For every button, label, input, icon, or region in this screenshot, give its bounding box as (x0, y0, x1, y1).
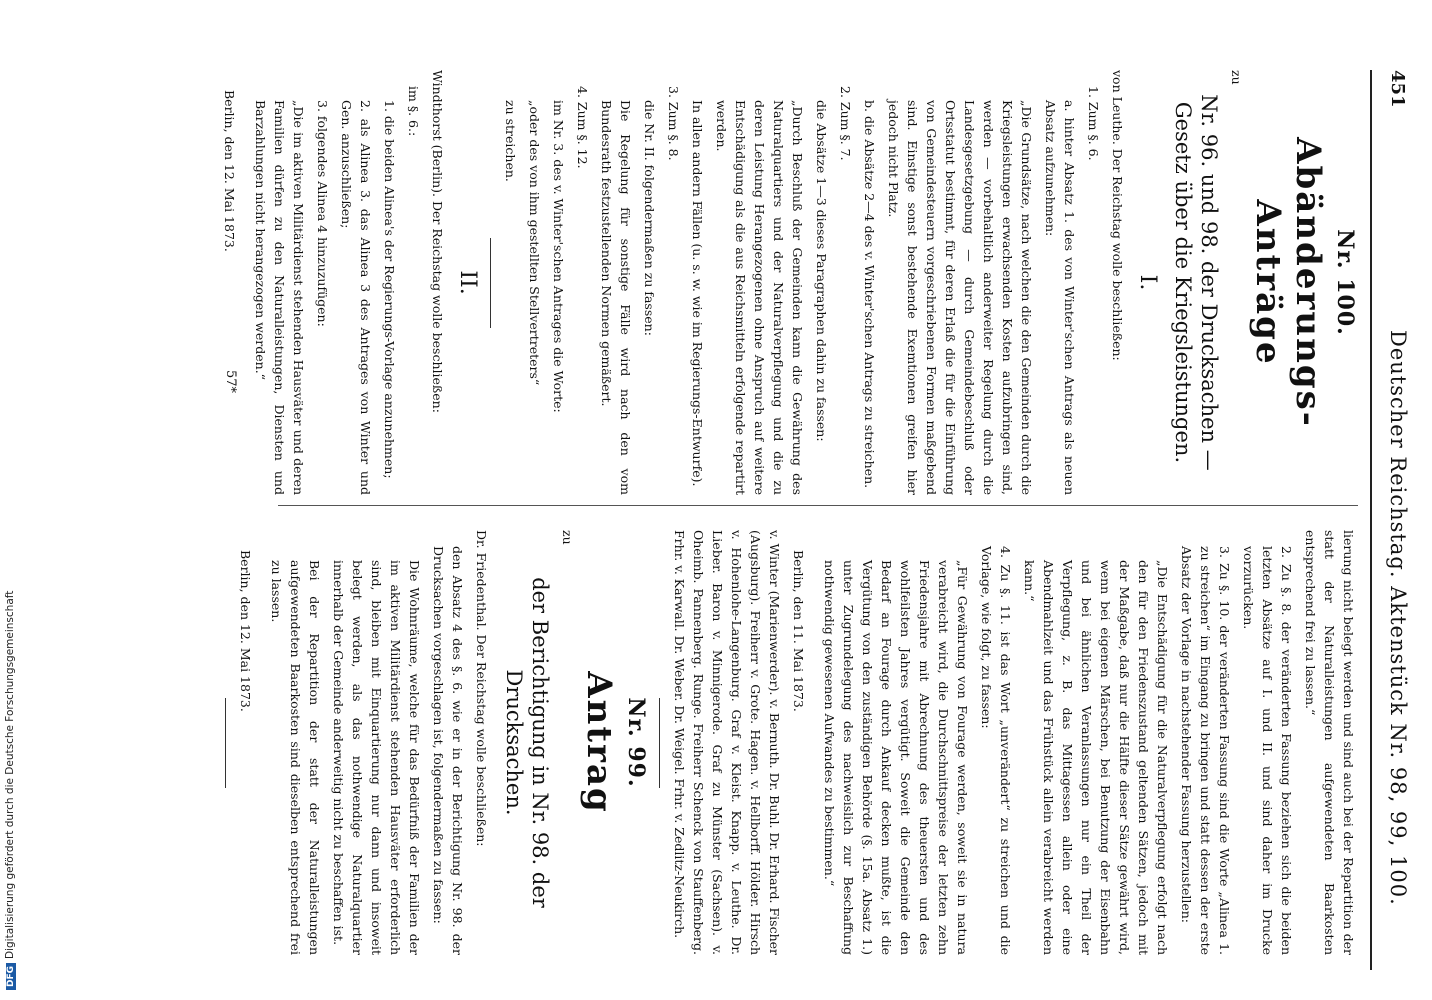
date-line: Berlin, den 11. Mai 1873. (791, 550, 806, 712)
date-line: Berlin, den 12. Mai 1873. (222, 90, 237, 252)
list-item: zu streichen. (503, 100, 518, 182)
list-item: „oder des von ihm gestellten Stellvertreters“ (527, 100, 542, 386)
paragraph: den Absatz 4 des §. 6. wie er in der Berichtigung Nr. 98. der Drucksachen vorgeschlagen ist, folgendermaßen zu fassen: (431, 546, 465, 955)
list-item: „Die im aktiven Militärdienst stehenden Hausväter und deren Familien dürfen zu den Naturalleistungen, Diensten und Barzahlungen nicht herangezogen werden.“ (253, 100, 306, 495)
paragraph: 2. Zu §. 8. der veränderten Fassung beziehen sich die beiden letzten Absätze auf I. und II. und sind daher im Drucke vorzurücken. (1241, 546, 1294, 955)
zu-label: zu (560, 530, 575, 545)
column-divider (278, 505, 1358, 506)
separator-rule (225, 698, 226, 788)
separator-rule (659, 698, 660, 788)
list-item: „Die Grundsätze, nach welchen die den Gemeinden durch die Kriegsleistungen erwachsenden Kosten aufzubringen sind, werden — vorbehaltlich anderweiter Regelung durch die Landesgesetzgebung — durch Gemeindebeschluß oder Ortsstatut bestimmt, für deren Erlaß die für die Einführung von Gemeindesteuern vorgeschriebenen Formen maßgebend sind. Einstige sonst bestehende Exemtionen greifen hier jedoch nicht Platz. (886, 100, 1034, 495)
zu-label: zu (1229, 70, 1244, 85)
paragraph: „Für Gewährung von Fourage werden, soweit sie in natura verabreicht wird, die Durchschnittspreise der letzten zehn Friedensjahre mit Abrechnung des theuersten und des wohlfeilsten Jahres vergütigt. Soweit die Gemeinde den Bedarf an Fourage durch Ankauf decken mußte, ist die Vergütung von den zuständigen Behörde (§. 15a. Absatz 1.) unter Zugrundelegung des nachweislich zur Beschaffung nothwendig gewesenen Aufwandes zu bestimmen.“ (822, 560, 970, 955)
section-title: Abänderungs-Anträge (1248, 137, 1328, 428)
section-number: Nr. 100. (1332, 229, 1358, 336)
list-item: 1. die beiden Alinea's der Regierungs-Vorlage anzunehmen; (382, 100, 397, 479)
list-item: 2. als Alinea 3. das Alinea 3 des Antrages von Winter und Gen. anzuschließen; (339, 100, 373, 495)
paragraph: 3. Zu §. 10. der veränderten Fassung sind die Worte „Alinea 1. zu streichen“ im Eingang zu bringen und statt dessen der erste Absatz der Vorlage in nachstehender Fassung herzustellen: (1179, 546, 1232, 955)
list-item: Die Regelung für sonstige Fälle wird nach den vom Bundesrath festzustellenden Normen gemäßert. (599, 100, 633, 495)
column-nr-100 (215, 70, 1358, 495)
motion-by: von Leuthe. Der Reichstag wolle beschließen: (1110, 70, 1125, 361)
list-item: 2. Zum §. 7. (838, 86, 853, 161)
quote: Die Wohnräume, welche für das Bedürfniß der Familien der im aktiven Militärdienst stehenden Hausväter erforderlich sind, bleiben mit Einquartierung nur dann und insoweit belegt werden, als das nothwendige Naturalquartier innerhalb der Gemeinde anderweitig nicht zu beschaffen ist. (331, 560, 422, 955)
folio-mark: 57* (223, 370, 238, 394)
separator-rule (490, 238, 491, 328)
paragraph: lierung nicht belegt werden und sind auch bei der Repartition der statt der Naturalleistungen aufgewendeten Baarkosten entsprechend frei zu lassen.“ (1303, 530, 1356, 955)
column-nr-99 (215, 530, 1358, 955)
list-item: b. die Absätze 2—4 des v. Winter'schen Antrags zu streichen. (862, 100, 877, 489)
motion-by: Windthorst (Berlin). Der Reichstag wolle beschließen: (430, 70, 445, 413)
paragraph: 4. Zu §. 11. ist das Wort „unverändert“ zu streichen und die Vorlage, wie folgt, zu fassen: (979, 546, 1013, 955)
list-item: 4. Zum §. 12. (575, 86, 590, 169)
paragraph: „Die Entschädigung für die Naturalverpflegung erfolgt nach den für den Friedenszustand geltenden Sätzen, jedoch mit der Maßgabe, daß nur die Hälfte dieser Sätze gewährt wird, wenn bei eigenen Märschen, bei Benutzung der Eisenbahn und bei ähnlichen Veranlassungen nur ein Theil der Verpflegung, z. B. das Mittagessen allein oder eine Abendmahlzeit und das Frühstück allein verabreicht werden kann.“ (1022, 560, 1170, 955)
signatories: v. Winter (Marienwerder). v. Bernuth. Dr. Buhl. Dr. Erhard. Fischer (Augsburg). Freiherr v. Grote. Hagen. v. Hellborff. Hölder. Hirsch v. Hohenlohe-Langenburg. Graf v. Kleist. Knapp. v. Leuthe. Dr. Lieber. Baron v. Minnigerode. Graf zu Münster (Sachsen). v. Oheimb. Pannenberg. Runge. Freiherr Schenck von Stauffenberg. Frhr. v. Karwall. Dr. Weber. Dr. Weigel. Frhr. v. Zedlitz-Neukirch. (672, 530, 782, 956)
list-item: die Nr. II. folgendermaßen zu fassen: (642, 100, 657, 336)
list-item: 3. folgendes Alinea 4 hinzuzufügen: (315, 100, 330, 327)
page-header (1370, 70, 1420, 970)
date-line: Berlin, den 12. Mai 1873. (238, 550, 253, 712)
motion-by: Dr. Friedenthal. Der Reichstag wolle beschließen: (474, 530, 489, 847)
dfg-credit-text: Digitalisierung gefördert durch die Deutsche Forschungsgemeinschaft (4, 590, 16, 959)
running-title: Deutscher Reichstag. Aktenstück Nr. 98, 99, 100. (1386, 330, 1410, 906)
list-item: In allen andern Fällen (u. s. w. wie im Regierungs-Entwurfe). (690, 100, 705, 487)
list-item: im Nr. 3. des v. Winter'schen Antrages die Worte: (551, 100, 566, 413)
section-title: Antrag (579, 671, 619, 814)
section-subtitle: der Berichtigung in Nr. 98. der Drucksachen. (502, 577, 552, 908)
dfg-logo-icon: DFG (6, 963, 16, 990)
list-item: die Absätze 1—3 dieses Paragraphen dahin zu fassen: (814, 100, 829, 442)
section-number: Nr. 99. (623, 697, 649, 788)
subsection-roman-2: II. (455, 270, 480, 295)
list-item: 3. Zum §. 8. (666, 86, 681, 161)
list-item: a. hinter Absatz 1. des von Winter'schen Antrags als neuen Absatz aufzunehmen: (1043, 100, 1077, 495)
list-item: im §. 6.: (406, 86, 421, 137)
list-item: „Durch Beschluß der Gemeinden kann die Gewährung des Naturalquartiers und der Naturalverpflegung und die zu deren Leistung Herangezogenen ohne Anspruch auf weitere Entschädigung als die aus Reichsmitteln erfolgende repartirt werden. (714, 100, 805, 495)
section-subtitle: Nr. 96. und 98. der Drucksachen — Gesetz über die Kriegsleistungen. (1171, 94, 1221, 471)
subsection-roman-1: I. (1135, 274, 1160, 291)
quote: Bei der Repartition der statt der Naturalleistungen aufgewendeten Baarkosten sind dieselben entsprechend frei zu lassen. (269, 560, 322, 955)
list-item: 1. Zum §. 6. (1086, 86, 1101, 161)
page-number: 451 (1387, 70, 1408, 108)
dfg-credit (4, 590, 18, 990)
